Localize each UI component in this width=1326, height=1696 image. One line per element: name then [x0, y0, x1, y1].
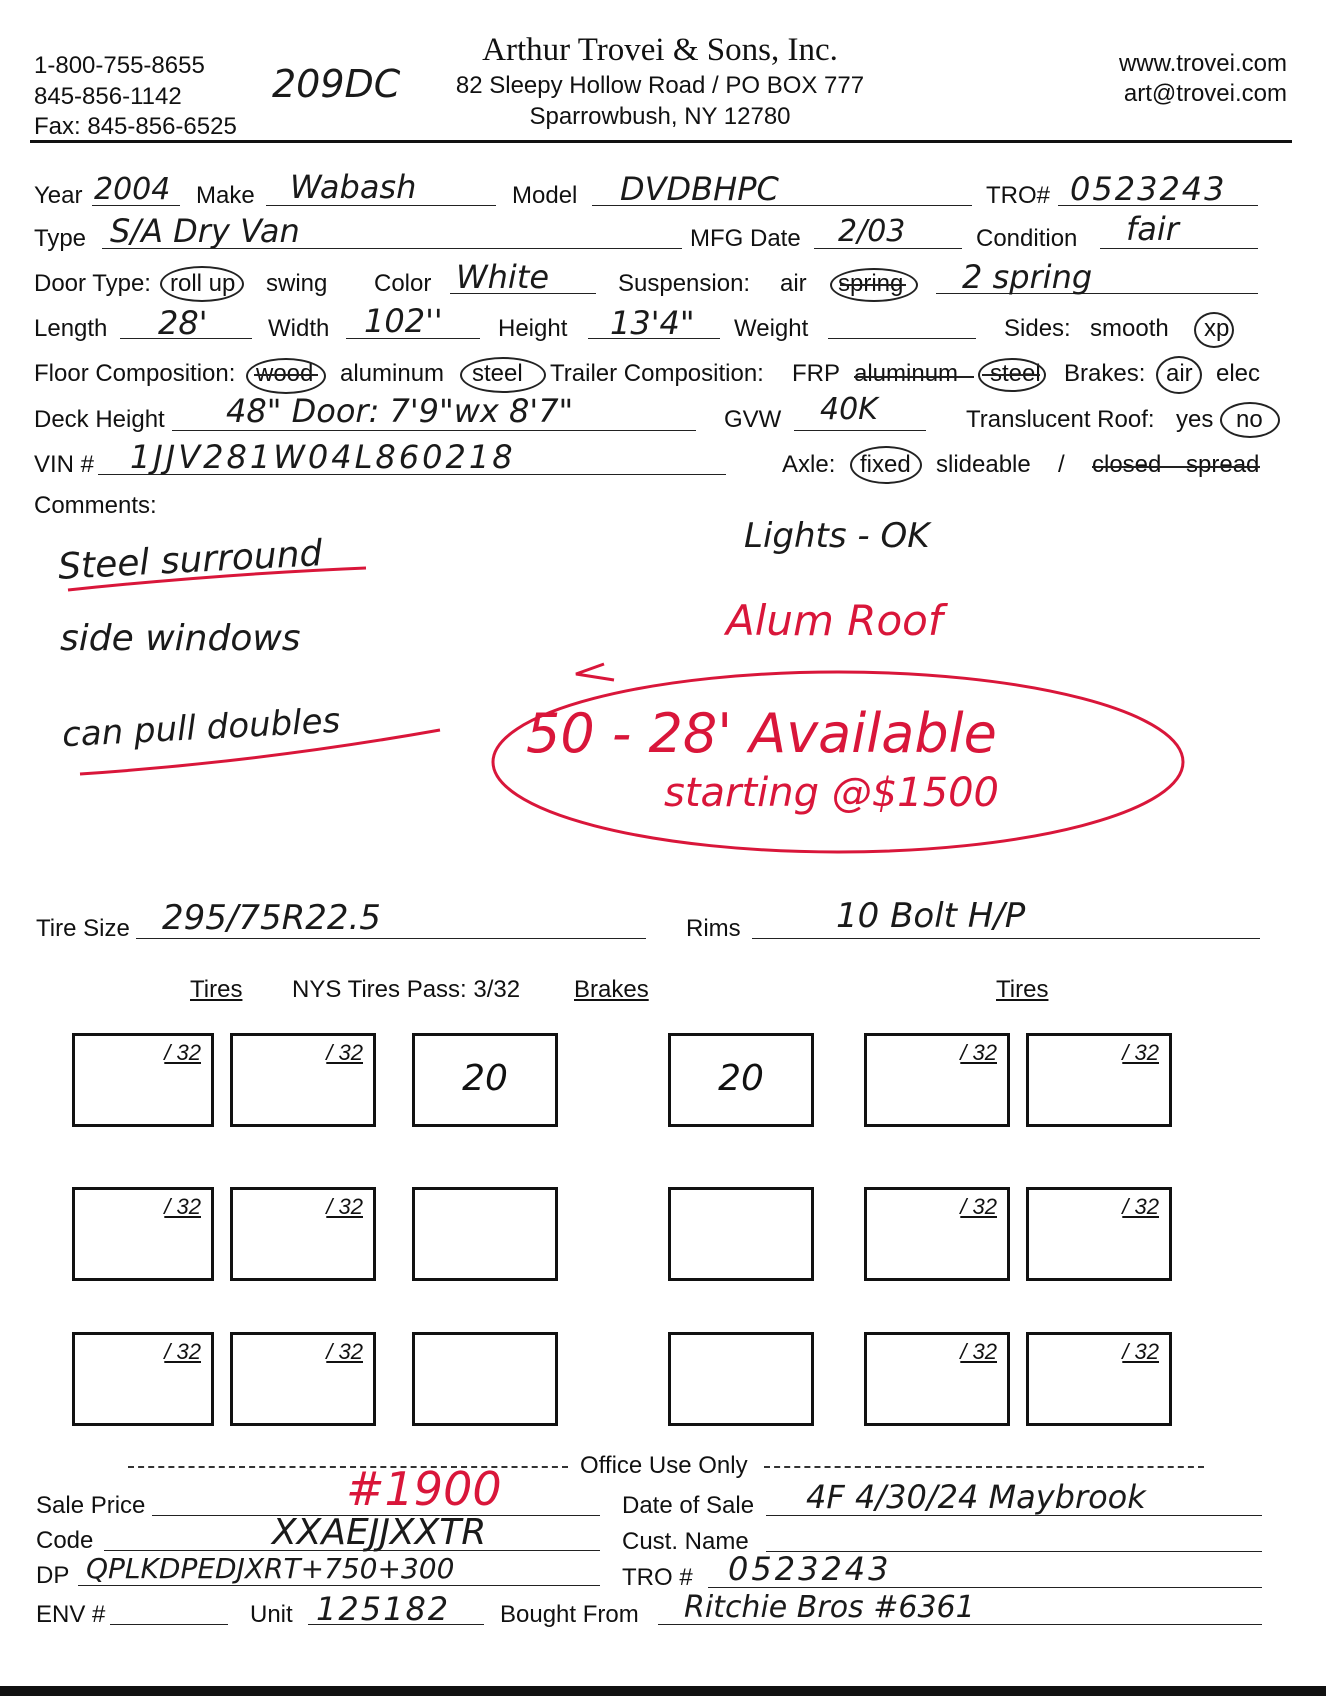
company-name: Arthur Trovei & Sons, Inc.	[482, 32, 838, 68]
axle-slash: /	[1058, 451, 1065, 478]
year-value: 2004	[94, 172, 171, 207]
website: www.trovei.com	[1118, 50, 1287, 77]
suspension-label: Suspension:	[618, 270, 751, 297]
rims-value: 10 Bolt H/P	[836, 896, 1026, 936]
nys-tires-pass: NYS Tires Pass: 3/32	[292, 976, 521, 1003]
brake-value-right: 20	[718, 1058, 764, 1099]
brakes-air-circle	[1156, 356, 1202, 394]
phone-2: 845-856-1142	[34, 83, 182, 110]
tire-size-line	[136, 938, 646, 939]
roof-no-option: no	[1236, 406, 1263, 433]
comment-lights-ok: Lights - OK	[744, 516, 930, 556]
weight-label: Weight	[734, 315, 809, 342]
mfg-date-value: 2/03	[838, 214, 906, 249]
brake-box-r1-left[interactable]	[412, 1033, 558, 1127]
dp-label: DP	[36, 1562, 70, 1589]
floor-composition-label: Floor Composition:	[34, 360, 236, 387]
brake-value-left: 20	[462, 1058, 508, 1099]
door-roll-up-option: roll up	[170, 270, 236, 297]
trailer-steel-strike	[982, 374, 1040, 376]
mfg-date-label: MFG Date	[690, 225, 801, 252]
door-roll-up-circle	[160, 266, 244, 302]
color-value: White	[456, 258, 550, 296]
env-label: ENV #	[36, 1601, 106, 1628]
phone-1: 1-800-755-8655	[34, 52, 205, 79]
tire-box-r1-c1[interactable]: / 32	[72, 1033, 214, 1127]
date-of-sale-label: Date of Sale	[622, 1492, 755, 1519]
width-value: 102''	[364, 302, 443, 340]
vin-label: VIN #	[34, 451, 95, 478]
door-type-label: Door Type:	[34, 270, 151, 297]
tire-box-r1-c5[interactable]: / 32	[864, 1033, 1010, 1127]
suspension-spring-strike	[840, 284, 906, 286]
condition-line	[1100, 248, 1258, 249]
trailer-aluminum-option: aluminum	[854, 360, 959, 387]
office-use-heading: Office Use Only	[580, 1452, 748, 1479]
deck-height-line	[172, 430, 696, 431]
floor-wood-option: wood	[256, 360, 314, 387]
tire-box-r1-c6[interactable]: / 32	[1026, 1033, 1172, 1127]
code-label: Code	[36, 1527, 94, 1554]
cust-name-label: Cust. Name	[622, 1528, 749, 1555]
tire-box-r2-c5[interactable]: / 32	[864, 1187, 1010, 1281]
axle-spread-option: spread	[1186, 451, 1260, 478]
promo-starting-price: starting @$1500	[664, 770, 999, 816]
comment-alum-roof: Alum Roof	[726, 596, 943, 645]
handwritten-code: 209DC	[272, 62, 401, 106]
make-label: Make	[196, 182, 255, 209]
brakes-elec-option: elec	[1216, 360, 1261, 387]
make-value: Wabash	[290, 168, 417, 206]
tire-box-r2-c2[interactable]: / 32	[230, 1187, 376, 1281]
trailer-frp-option: FRP	[792, 360, 840, 387]
dp-value: QPLKDPEDJXRT+750+300	[86, 1552, 455, 1585]
suspension-air-option: air	[780, 270, 807, 297]
tire-size-value: 295/75R22.5	[162, 898, 381, 938]
condition-value: fair	[1126, 210, 1179, 248]
vin-value: 1JJV281W04L860218	[130, 438, 516, 476]
promo-available: 50 - 28' Available	[526, 702, 997, 765]
comment-side-windows: side windows	[60, 618, 301, 659]
roof-no-circle	[1220, 402, 1280, 438]
fax-number: Fax: 845-856-6525	[34, 113, 237, 140]
condition-label: Condition	[976, 225, 1078, 252]
tire-box-r2-c1[interactable]: / 32	[72, 1187, 214, 1281]
tire-box-r3-c2[interactable]: / 32	[230, 1332, 376, 1426]
tire-box-r3-c1[interactable]: / 32	[72, 1332, 214, 1426]
tire-box-r1-c2[interactable]: / 32	[230, 1033, 376, 1127]
floor-steel-circle	[460, 357, 546, 393]
brakes-heading: Brakes	[574, 976, 649, 1003]
axle-fixed-option: fixed	[860, 451, 911, 478]
brake-box-r2-left[interactable]	[412, 1187, 558, 1281]
comment-steel-surround: Steel surround	[57, 533, 324, 588]
type-label: Type	[34, 225, 87, 252]
brakes-label: Brakes:	[1064, 360, 1146, 387]
roof-yes-option: yes	[1176, 406, 1214, 433]
axle-closed-spread-strike	[1092, 466, 1260, 468]
underline-steel-surround	[60, 560, 380, 600]
tire-box-r3-c6[interactable]: / 32	[1026, 1332, 1172, 1426]
model-value: DVDBHPC	[620, 170, 779, 208]
brake-box-r3-left[interactable]	[412, 1332, 558, 1426]
gvw-label: GVW	[724, 406, 782, 433]
rims-line	[752, 938, 1260, 939]
tro-office-value: 0523243	[728, 1550, 892, 1588]
door-swing-option: swing	[266, 270, 328, 297]
trailer-steel-option: steel	[990, 360, 1041, 387]
sides-xp-circle	[1194, 312, 1234, 348]
address-line-2: Sparrowbush, NY 12780	[529, 103, 791, 130]
comment-can-pull-doubles: can pull doubles	[61, 700, 342, 756]
sale-price-value: #1900	[346, 1462, 502, 1516]
axle-label: Axle:	[782, 451, 836, 478]
floor-wood-strike	[254, 374, 318, 376]
suspension-spring-option: spring	[838, 270, 904, 297]
dp-line	[78, 1585, 600, 1586]
env-line	[110, 1624, 228, 1625]
model-label: Model	[512, 182, 578, 209]
address-line-1: 82 Sleepy Hollow Road / PO BOX 777	[455, 72, 865, 99]
axle-slideable-option: slideable	[936, 451, 1031, 478]
width-label: Width	[268, 315, 330, 342]
translucent-roof-label: Translucent Roof:	[966, 406, 1155, 433]
brakes-air-option: air	[1166, 360, 1193, 387]
deck-height-label: Deck Height	[34, 406, 165, 433]
tires-left-heading: Tires	[190, 976, 243, 1003]
tire-box-r2-c6[interactable]: / 32	[1026, 1187, 1172, 1281]
floor-wood-circle	[246, 358, 326, 394]
code-value: XXAEJJXXTR	[272, 1512, 487, 1553]
bought-from-label: Bought From	[500, 1601, 639, 1628]
axle-closed-option: closed	[1092, 451, 1162, 478]
tro-value: 0523243	[1070, 170, 1227, 208]
axle-fixed-circle	[850, 446, 922, 484]
weight-line	[828, 338, 976, 339]
bought-from-value: Ritchie Bros #6361	[684, 1590, 975, 1625]
height-label: Height	[498, 315, 568, 342]
tire-size-label: Tire Size	[36, 915, 130, 942]
deck-height-value: 48" Door: 7'9"wx 8'7"	[226, 392, 574, 430]
comments-label: Comments:	[34, 492, 157, 519]
office-divider-right	[764, 1466, 1204, 1468]
tires-right-heading: Tires	[996, 976, 1049, 1003]
unit-label: Unit	[250, 1601, 293, 1628]
bottom-edge	[0, 1686, 1326, 1696]
color-label: Color	[374, 270, 432, 297]
email: art@trovei.com	[1123, 80, 1287, 107]
tro-office-label: TRO #	[622, 1564, 693, 1591]
type-value: S/A Dry Van	[110, 212, 300, 250]
height-value: 13'4"	[610, 304, 695, 342]
sides-smooth-option: smooth	[1090, 315, 1169, 342]
floor-steel-option: steel	[472, 360, 523, 387]
header-divider	[30, 140, 1292, 143]
unit-value: 125182	[316, 1590, 451, 1628]
trailer-composition-label: Trailer Composition:	[550, 360, 764, 387]
sides-label: Sides:	[1004, 315, 1071, 342]
floor-aluminum-option: aluminum	[340, 360, 445, 387]
length-value: 28'	[158, 304, 208, 342]
brake-box-r1-right[interactable]	[668, 1033, 814, 1127]
tro-label: TRO#	[986, 182, 1051, 209]
sale-price-label: Sale Price	[36, 1492, 146, 1519]
length-label: Length	[34, 315, 108, 342]
sides-xp-option: xp	[1204, 315, 1230, 342]
gvw-line	[794, 430, 926, 431]
trailer-aluminum-strike	[854, 376, 974, 378]
gvw-value: 40K	[820, 392, 878, 427]
date-of-sale-value: 4F 4/30/24 Maybrook	[806, 1478, 1146, 1516]
brake-box-r3-right[interactable]	[668, 1332, 814, 1426]
rims-label: Rims	[686, 915, 741, 942]
tire-box-r3-c5[interactable]: / 32	[864, 1332, 1010, 1426]
underline-can-pull-doubles	[70, 722, 450, 782]
suspension-value: 2 spring	[962, 258, 1093, 296]
year-label: Year	[34, 182, 83, 209]
brake-box-r2-right[interactable]	[668, 1187, 814, 1281]
